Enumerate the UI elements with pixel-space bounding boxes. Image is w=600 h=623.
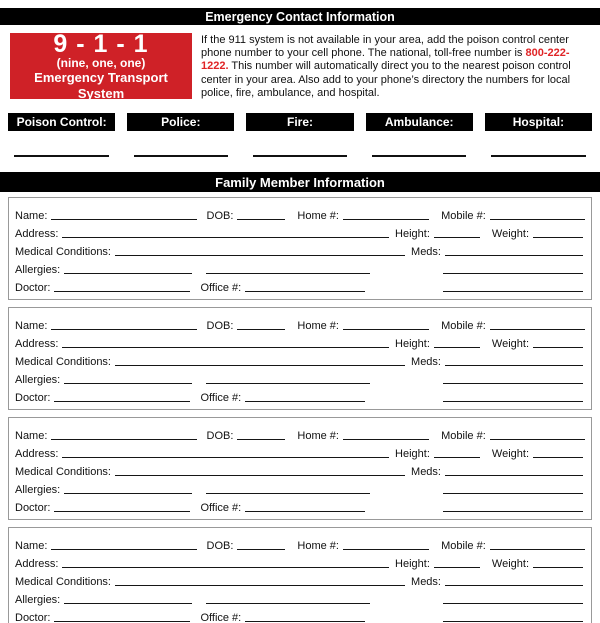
family-member-block xyxy=(8,417,592,520)
office-phone-label: Office #: xyxy=(200,612,242,623)
meds-label: Meds: xyxy=(411,466,441,479)
police-blank-line xyxy=(127,155,234,157)
name-dob-phone-row xyxy=(15,534,585,552)
height-blank-line xyxy=(434,567,480,568)
contact-label-fire: Fire: xyxy=(246,113,353,131)
address-label: Address: xyxy=(15,228,59,241)
hospital-blank-line xyxy=(485,155,592,157)
height-label: Height: xyxy=(395,448,430,461)
address-blank-line xyxy=(62,567,389,568)
allergies-label: Allergies: xyxy=(15,264,61,277)
meds-extra-blank-line-1 xyxy=(443,493,583,494)
allergies-extra-blank-line xyxy=(206,383,370,384)
medical-conditions-meds-row xyxy=(15,460,585,478)
allergies-row xyxy=(15,478,585,496)
name-dob-phone-row xyxy=(15,314,585,332)
home-phone-label: Home #: xyxy=(297,210,339,223)
name-label: Name: xyxy=(15,210,48,223)
allergies-label: Allergies: xyxy=(15,374,61,387)
meds-label: Meds: xyxy=(411,246,441,259)
doctor-office-row xyxy=(15,386,585,404)
address-height-weight-row xyxy=(15,552,585,570)
intro-text-before: If the 911 system is not available in your area, add the poison control center phone number to your cell phone. The national, toll-free number is xyxy=(201,34,569,60)
weight-blank-line xyxy=(533,457,583,458)
meds-extra-blank-line-1 xyxy=(443,603,583,604)
allergies-label: Allergies: xyxy=(15,484,61,497)
allergies-blank-line xyxy=(64,273,192,274)
contact-label-poison-control: Poison Control: xyxy=(8,113,115,131)
office-phone-label: Office #: xyxy=(200,392,242,405)
height-blank-line xyxy=(434,347,480,348)
name-label: Name: xyxy=(15,430,48,443)
home-phone-blank-line xyxy=(343,329,429,330)
medical-conditions-meds-row xyxy=(15,570,585,588)
dob-blank-line xyxy=(237,329,285,330)
address-height-weight-row xyxy=(15,442,585,460)
dob-label: DOB: xyxy=(206,320,234,333)
weight-blank-line xyxy=(533,567,583,568)
medical-conditions-meds-row xyxy=(15,350,585,368)
dob-label: DOB: xyxy=(206,210,234,223)
name-label: Name: xyxy=(15,320,48,333)
height-blank-line xyxy=(434,457,480,458)
emergency-intro-section xyxy=(10,29,590,101)
family-member-block xyxy=(8,197,592,300)
doctor-blank-line xyxy=(54,401,190,402)
name-blank-line xyxy=(51,219,196,220)
weight-label: Weight: xyxy=(491,228,529,241)
name-blank-line xyxy=(51,329,196,330)
weight-blank-line xyxy=(533,237,583,238)
address-label: Address: xyxy=(15,338,59,351)
doctor-office-row xyxy=(15,606,585,623)
nine-one-one-phonetic: (nine, one, one) xyxy=(56,55,146,70)
medical-conditions-blank-line xyxy=(115,475,405,476)
meds-extra-blank-line-1 xyxy=(443,383,583,384)
allergies-extra-blank-line xyxy=(206,493,370,494)
office-phone-label: Office #: xyxy=(200,502,242,515)
office-phone-blank-line xyxy=(245,511,365,512)
weight-blank-line xyxy=(533,347,583,348)
nine-one-one-caption: Emergency Transport System xyxy=(34,69,168,101)
office-phone-blank-line xyxy=(245,621,365,622)
fire-blank-line xyxy=(246,155,353,157)
mobile-phone-label: Mobile #: xyxy=(441,320,486,333)
mobile-phone-blank-line xyxy=(490,329,585,330)
address-label: Address: xyxy=(15,558,59,571)
allergies-blank-line xyxy=(64,493,192,494)
medical-conditions-blank-line xyxy=(115,255,405,256)
meds-extra-blank-line-1 xyxy=(443,273,583,274)
meds-blank-line xyxy=(445,585,583,586)
name-dob-phone-row xyxy=(15,204,585,222)
name-blank-line xyxy=(51,549,196,550)
family-member-block xyxy=(8,527,592,623)
weight-label: Weight: xyxy=(491,338,529,351)
weight-label: Weight: xyxy=(491,558,529,571)
height-blank-line xyxy=(434,237,480,238)
doctor-label: Doctor: xyxy=(15,392,51,405)
medical-conditions-blank-line xyxy=(115,365,405,366)
address-blank-line xyxy=(62,237,389,238)
mobile-phone-blank-line xyxy=(490,219,585,220)
doctor-label: Doctor: xyxy=(15,502,51,515)
office-phone-label: Office #: xyxy=(200,282,242,295)
mobile-phone-blank-line xyxy=(490,439,585,440)
family-member-block xyxy=(8,307,592,410)
contact-label-hospital: Hospital: xyxy=(485,113,592,131)
doctor-blank-line xyxy=(54,511,190,512)
allergies-extra-blank-line xyxy=(206,273,370,274)
home-phone-blank-line xyxy=(343,219,429,220)
doctor-blank-line xyxy=(54,291,190,292)
doctor-office-row xyxy=(15,496,585,514)
home-phone-label: Home #: xyxy=(297,320,339,333)
allergies-extra-blank-line xyxy=(206,603,370,604)
contact-label-ambulance: Ambulance: xyxy=(366,113,473,131)
medical-conditions-blank-line xyxy=(115,585,405,586)
intro-paragraph xyxy=(201,33,590,100)
office-phone-blank-line xyxy=(245,291,365,292)
address-blank-line xyxy=(62,457,389,458)
doctor-label: Doctor: xyxy=(15,612,51,623)
page-title: Emergency Contact Information xyxy=(205,9,395,24)
contact-label-police: Police: xyxy=(127,113,234,131)
height-label: Height: xyxy=(395,228,430,241)
weight-label: Weight: xyxy=(491,448,529,461)
meds-extra-blank-line-2 xyxy=(443,401,583,402)
meds-label: Meds: xyxy=(411,356,441,369)
allergies-label: Allergies: xyxy=(15,594,61,607)
meds-blank-line xyxy=(445,475,583,476)
home-phone-blank-line xyxy=(343,549,429,550)
home-phone-label: Home #: xyxy=(297,430,339,443)
header-bar xyxy=(0,8,600,25)
meds-extra-blank-line-2 xyxy=(443,511,583,512)
intro-text-after: This number will automatically direct you to the nearest poison control center in your area. Also add to your phone’s directory the numbers for local police, fire, ambulance, and hospital. xyxy=(201,60,571,99)
allergies-blank-line xyxy=(64,383,192,384)
nine-one-one-number: 9 - 1 - 1 xyxy=(53,29,149,58)
dob-label: DOB: xyxy=(206,540,234,553)
home-phone-label: Home #: xyxy=(297,540,339,553)
doctor-office-row xyxy=(15,276,585,294)
height-label: Height: xyxy=(395,558,430,571)
mobile-phone-label: Mobile #: xyxy=(441,210,486,223)
poison-control-phone-number: 800-222-1222. xyxy=(201,47,570,73)
dob-blank-line xyxy=(237,549,285,550)
mobile-phone-blank-line xyxy=(490,549,585,550)
medical-conditions-label: Medical Conditions: xyxy=(15,576,111,589)
meds-label: Meds: xyxy=(411,576,441,589)
meds-blank-line xyxy=(445,255,583,256)
address-height-weight-row xyxy=(15,222,585,240)
meds-blank-line xyxy=(445,365,583,366)
medical-conditions-label: Medical Conditions: xyxy=(15,246,111,259)
allergies-row xyxy=(15,588,585,606)
address-blank-line xyxy=(62,347,389,348)
allergies-blank-line xyxy=(64,603,192,604)
address-label: Address: xyxy=(15,448,59,461)
doctor-label: Doctor: xyxy=(15,282,51,295)
poison-control-blank-line xyxy=(8,155,115,157)
doctor-blank-line xyxy=(54,621,190,622)
meds-extra-blank-line-2 xyxy=(443,621,583,622)
dob-blank-line xyxy=(237,439,285,440)
family-member-blocks xyxy=(0,197,600,623)
meds-extra-blank-line-2 xyxy=(443,291,583,292)
medical-conditions-meds-row xyxy=(15,240,585,258)
mobile-phone-label: Mobile #: xyxy=(441,540,486,553)
name-blank-line xyxy=(51,439,196,440)
medical-conditions-label: Medical Conditions: xyxy=(15,356,111,369)
name-dob-phone-row xyxy=(15,424,585,442)
home-phone-blank-line xyxy=(343,439,429,440)
dob-blank-line xyxy=(237,219,285,220)
contact-blank-lines-row xyxy=(8,155,592,157)
dob-label: DOB: xyxy=(206,430,234,443)
family-member-title: Family Member Information xyxy=(215,174,385,190)
medical-conditions-label: Medical Conditions: xyxy=(15,466,111,479)
allergies-row xyxy=(15,368,585,386)
nine-one-one-box xyxy=(10,29,192,101)
mobile-phone-label: Mobile #: xyxy=(441,430,486,443)
allergies-row xyxy=(15,258,585,276)
ambulance-blank-line xyxy=(366,155,473,157)
name-label: Name: xyxy=(15,540,48,553)
height-label: Height: xyxy=(395,338,430,351)
family-member-header-bar xyxy=(0,172,600,192)
contact-labels-row xyxy=(8,113,592,131)
address-height-weight-row xyxy=(15,332,585,350)
office-phone-blank-line xyxy=(245,401,365,402)
